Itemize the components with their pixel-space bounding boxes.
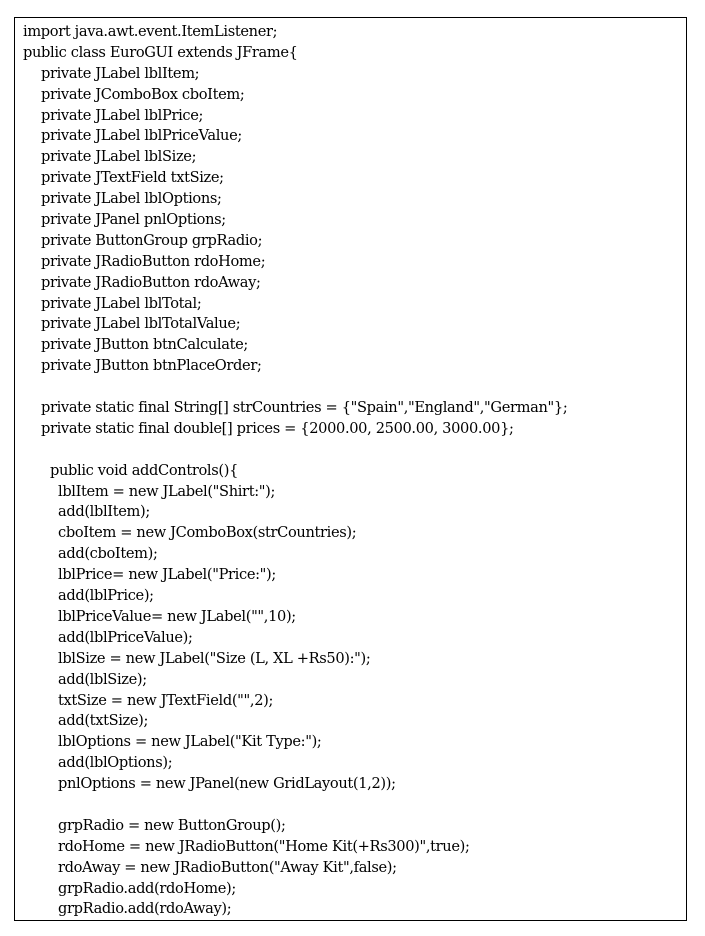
code-line: rdoHome = new JRadioButton("Home Kit(+Rs300)",true);	[58, 837, 470, 855]
code-line: private JButton btnCalculate;	[41, 336, 248, 354]
code-line: lblPriceValue= new JLabel("",10);	[58, 607, 296, 625]
code-line: cboItem = new JComboBox(strCountries);	[58, 524, 357, 542]
code-line: lblSize = new JLabel("Size (L, XL +Rs50):");	[58, 649, 371, 667]
code-line: private JLabel lblItem;	[41, 64, 200, 82]
code-line: private JPanel pnlOptions;	[41, 211, 226, 229]
code-line: private ButtonGroup grpRadio;	[41, 231, 263, 249]
code-listing-box	[14, 17, 687, 921]
code-line: lblOptions = new JLabel("Kit Type:");	[58, 733, 322, 751]
code-line: private JButton btnPlaceOrder;	[41, 357, 262, 375]
code-line: txtSize = new JTextField("",2);	[58, 691, 274, 709]
code-line: private JLabel lblTotal;	[41, 294, 202, 312]
code-line: grpRadio = new ButtonGroup();	[58, 816, 286, 834]
code-line: public class EuroGUI extends JFrame{	[23, 43, 298, 61]
code-line: rdoAway = new JRadioButton("Away Kit",false);	[58, 858, 397, 876]
code-listing	[23, 22, 682, 920]
code-line: private static final String[] strCountries = {"Spain","England","German"};	[41, 399, 568, 417]
code-line: private JTextField txtSize;	[41, 169, 224, 187]
code-line: private JLabel lblSize;	[41, 148, 197, 166]
code-line: grpRadio.add(rdoAway);	[58, 900, 232, 918]
code-line: private JRadioButton rdoHome;	[41, 252, 266, 270]
code-line: import java.awt.event.ItemListener;	[23, 23, 278, 40]
code-line: public void addControls(){	[50, 461, 239, 479]
code-line: private JLabel lblTotalValue;	[41, 315, 241, 333]
code-line: add(lblOptions);	[58, 754, 173, 772]
blank-line	[23, 795, 682, 816]
code-line: lblPrice= new JLabel("Price:");	[58, 566, 276, 584]
blank-line	[23, 440, 682, 461]
code-line: add(lblPriceValue);	[58, 628, 193, 646]
code-line: private static final double[] prices = {2000.00, 2500.00, 3000.00};	[41, 419, 514, 437]
code-line: grpRadio.add(rdoHome);	[58, 879, 236, 897]
code-line: private JLabel lblOptions;	[41, 190, 222, 208]
code-line: private JRadioButton rdoAway;	[41, 273, 261, 291]
code-line: private JComboBox cboItem;	[41, 85, 245, 103]
code-line: lblItem = new JLabel("Shirt:");	[58, 482, 276, 500]
code-line: add(txtSize);	[58, 712, 149, 730]
code-line: add(lblItem);	[58, 503, 150, 521]
code-line: add(cboItem);	[58, 545, 158, 563]
code-line: add(lblPrice);	[58, 587, 154, 605]
blank-line	[23, 377, 682, 398]
code-line: add(lblSize);	[58, 670, 147, 688]
code-line: private JLabel lblPrice;	[41, 106, 204, 124]
code-line: pnlOptions = new JPanel(new GridLayout(1,2));	[58, 775, 396, 793]
code-line: private JLabel lblPriceValue;	[41, 127, 242, 145]
